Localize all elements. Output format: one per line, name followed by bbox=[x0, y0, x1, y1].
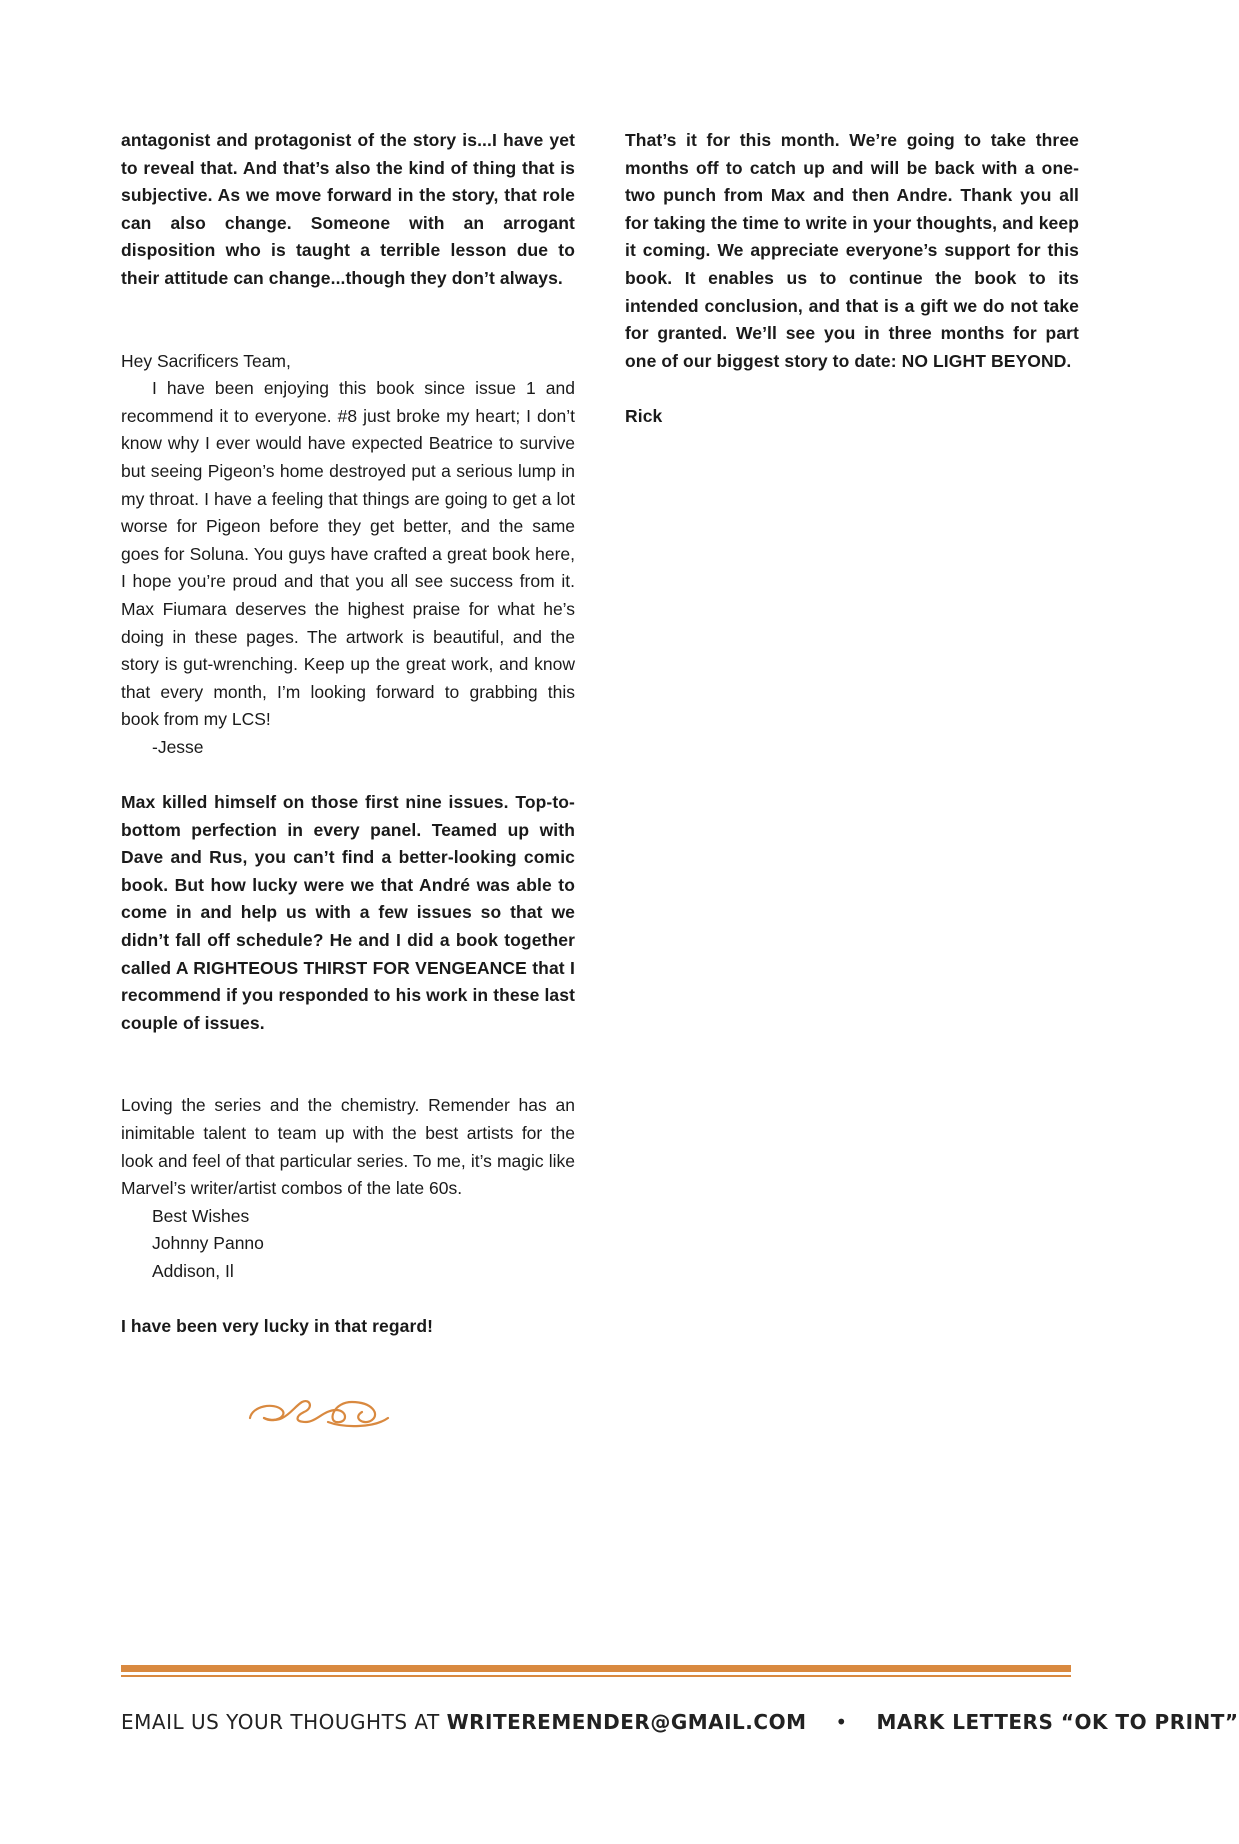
left-column bbox=[121, 127, 575, 1341]
letter-location: Addison, Il bbox=[152, 1260, 234, 1281]
footer-email[interactable]: WRITEREMENDER@GMAIL.COM bbox=[446, 1710, 807, 1734]
letter-signature: -Jesse bbox=[152, 736, 204, 757]
footer-prefix: EMAIL US YOUR THOUGHTS AT bbox=[121, 1710, 440, 1734]
editor-response-continued: antagonist and protagonist of the story is...I have yet to reveal that. And that’s also the kind of thing that is subjective. As we move forward in the story, that role can also change. Someone with an arrogant disposition who is taught a terrible lesson due to their attitude can change...though they don’t always. bbox=[121, 130, 575, 288]
editor-closing-note: That’s it for this month. We’re going to take three months off to catch up and will be back with a one-two punch from Max and then Andre. Thank you all for taking the time to write in your thoughts, and keep it coming. We appreciate everyone’s support for this book. It enables us to continue the book to its intended conclusion, and that is a gift we do not take for granted. We’ll see you in three months for part one of our biggest story to date: NO LIGHT BEYOND. bbox=[625, 130, 1079, 371]
letter-name: Johnny Panno bbox=[152, 1233, 264, 1254]
editor-response: I have been very lucky in that regard! bbox=[121, 1316, 434, 1337]
footer-rule-thick bbox=[121, 1665, 1071, 1672]
reader-letter-johnny bbox=[121, 1092, 575, 1285]
letter-body: I have been enjoying this book since issue 1 and recommend it to everyone. #8 just broke my heart; I don’t know why I ever would have expected Beatrice to survive but seeing Pigeon’s home destroyed put a serious lump in my throat. I have a feeling that things are going to get a lot worse for Pigeon before they get better, and the same goes for Soluna. You guys have crafted a great book here, I hope you’re proud and that you all see success from it. Max Fiumara deserves the highest praise for what he’s doing in these pages. The artwork is beautiful, and the story is gut-wrenching. Keep up the great work, and know that every month, I’m looking forward to grabbing this book from my LCS! bbox=[121, 378, 575, 730]
letter-body: Loving the series and the chemistry. Remender has an inimitable talent to team up with the best artists for the look and feel of that particular series. To me, it’s magic like Marvel’s writer/artist combos of the late 60s. bbox=[121, 1095, 575, 1199]
letter-sign-off: Best Wishes bbox=[152, 1205, 250, 1226]
footer-separator: • bbox=[835, 1710, 848, 1734]
footer-rule-thin bbox=[121, 1675, 1071, 1677]
flourish-ornament-icon bbox=[244, 1388, 394, 1438]
footer-bar bbox=[121, 1710, 1239, 1734]
editor-signature: Rick bbox=[625, 405, 663, 426]
reader-letter-jesse bbox=[121, 348, 575, 762]
right-column bbox=[625, 127, 1079, 431]
editor-response: Max killed himself on those first nine issues. Top-to-bottom perfection in every panel. Teamed up with Dave and Rus, you can’t find a better-looking comic book. But how lucky were we that André was able to come in and help us with a few issues so that we didn’t fall off schedule? He and I did a book together called A RIGHTEOUS THIRST FOR VENGEANCE that I recommend if you responded to his work in these last couple of issues. bbox=[121, 792, 575, 1033]
footer-note: MARK LETTERS “OK TO PRINT” bbox=[876, 1710, 1239, 1734]
letter-greeting: Hey Sacrificers Team, bbox=[121, 350, 291, 371]
